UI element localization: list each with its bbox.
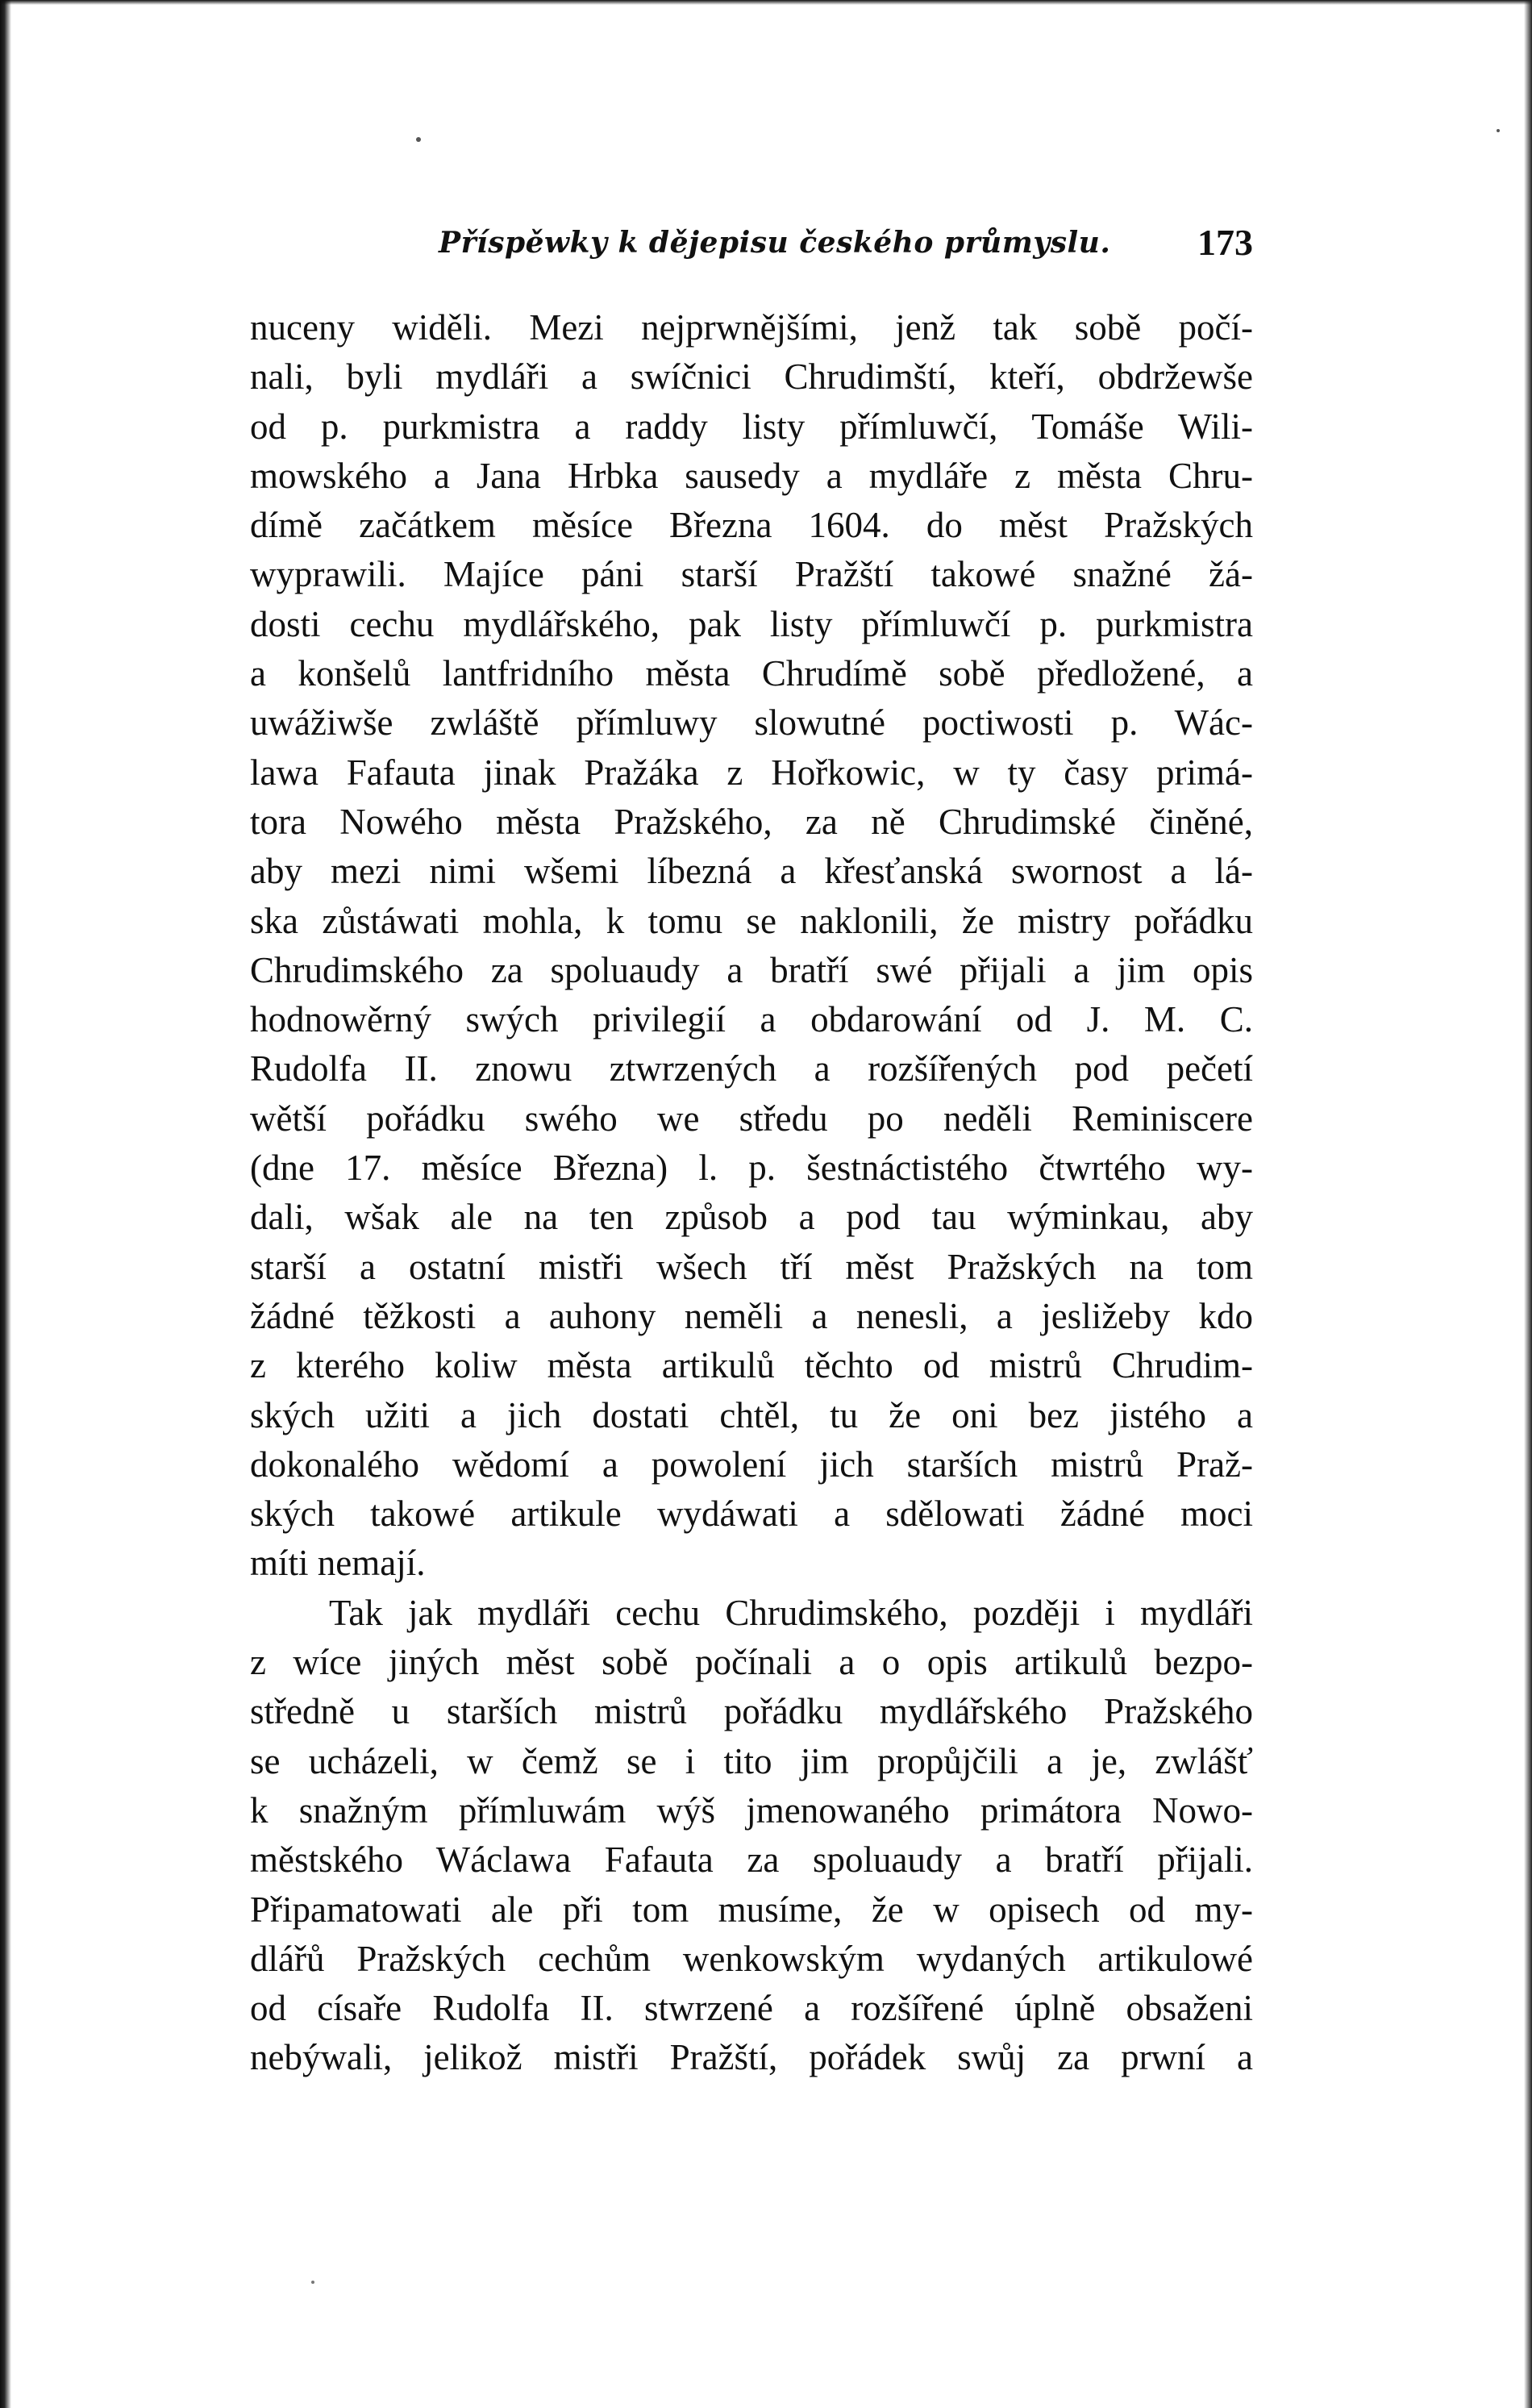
text-line: od císaře Rudolfa II. stwrzené a rozšířené úplně obsaženi	[250, 1988, 1253, 2029]
text-line: uwážiwše zwláště přímluwy slowutné poctiwosti p. Wác-	[250, 702, 1253, 744]
text-line: starší a ostatní mistři wšech tří měst Pražských na tom	[250, 1246, 1253, 1287]
text-line: se ucházeli, w čemž se i tito jim propůjčili a je, zwlášť	[250, 1740, 1253, 1781]
text-line: a konšelů lantfridního města Chrudímě sobě předložené, a	[250, 653, 1253, 694]
text-line: dali, wšak ale na ten způsob a pod tau wýminkau, aby	[250, 1197, 1253, 1238]
running-title: Příspěwky k dějepisu českého průmyslu.	[439, 226, 1111, 260]
text-line: Tak jak mydláři cechu Chrudimského, později i mydláři	[329, 1592, 1253, 1633]
text-line: nebýwali, jelikož mistři Pražští, pořádek swůj za prwní a	[250, 2037, 1253, 2078]
text-line: tora Nowého města Pražského, za ně Chrudimské činěné,	[250, 801, 1253, 842]
text-line: ska zůstáwati mohla, k tomu se naklonili, že mistry pořádku	[250, 900, 1253, 941]
text-line: (dne 17. měsíce Března) l. p. šestnáctistého čtwrtého wy-	[250, 1148, 1253, 1189]
text-line: žádné těžkosti a auhony neměli a nenesli, a jesližeby kdo	[250, 1295, 1253, 1336]
text-line: městského Wáclawa Fafauta za spoluaudy a bratří přijali.	[250, 1839, 1253, 1881]
text-line: dokonalého wědomí a powolení jich starších mistrů Praž-	[250, 1444, 1253, 1485]
text-line: z kterého koliw města artikulů těchto od mistrů Chrudim-	[250, 1345, 1253, 1386]
text-line: středně u starších mistrů pořádku mydlářského Pražského	[250, 1691, 1253, 1732]
text-line: dlářů Pražských cechům wenkowským wydaných artikulowé	[250, 1938, 1253, 1979]
scan-shadow-right	[1524, 0, 1532, 2408]
text-line: nuceny widěli. Mezi nejprwnějšími, jenž tak sobě počí-	[250, 307, 1253, 348]
text-line: hodnowěrný swých privilegií a obdarowání od J. M. C.	[250, 999, 1253, 1040]
speck	[1497, 129, 1500, 132]
speck	[311, 2281, 314, 2284]
text-line: Připamatowati ale při tom musíme, že w opisech od my-	[250, 1889, 1253, 1930]
running-head	[250, 218, 1253, 274]
text-line: aby mezi nimi wšemi líbezná a křesťanská swornost a lá-	[250, 851, 1253, 892]
text-line: Rudolfa II. znowu ztwrzených a rozšířených pod pečetí	[250, 1048, 1253, 1089]
scan-shadow-left	[0, 0, 11, 2408]
text-line: wětší pořádku swého we středu po neděli Reminiscere	[250, 1098, 1253, 1139]
text-line: míti nemají.	[250, 1543, 426, 1584]
text-line: lawa Fafauta jinak Pražáka z Hořkowic, w ty časy primá-	[250, 752, 1253, 793]
page-number: 173	[1197, 222, 1253, 263]
text-line: dímě začátkem měsíce Března 1604. do měst Pražských	[250, 505, 1253, 546]
text-line: k snažným přímluwám wýš jmenowaného primátora Nowo-	[250, 1789, 1253, 1831]
text-line: nali, byli mydláři a swíčnici Chrudimští, kteří, obdržewše	[250, 356, 1253, 398]
speck	[416, 137, 421, 142]
text-line: ských užiti a jich dostati chtěl, tu že oni bez jistého a	[250, 1394, 1253, 1435]
body-text	[250, 303, 1253, 2083]
text-line: z wíce jiných měst sobě počínali a o opis artikulů bezpo-	[250, 1642, 1253, 1683]
paragraph-2	[250, 1589, 1253, 2083]
scan-shadow-top	[0, 0, 1532, 5]
text-line: od p. purkmistra a raddy listy přímluwčí, Tomáše Wili-	[250, 406, 1253, 447]
text-line: dosti cechu mydlářského, pak listy přímluwčí p. purkmistra	[250, 603, 1253, 644]
paragraph-1	[250, 303, 1253, 1589]
text-line: ských takowé artikule wydáwati a sdělowati žádné moci	[250, 1494, 1253, 1535]
text-line: mowského a Jana Hrbka sausedy a mydláře z města Chru-	[250, 455, 1253, 496]
text-line: wyprawili. Majíce páni starší Pražští takowé snažné žá-	[250, 554, 1253, 595]
text-line: Chrudimského za spoluaudy a bratří swé přijali a jim opis	[250, 949, 1253, 990]
